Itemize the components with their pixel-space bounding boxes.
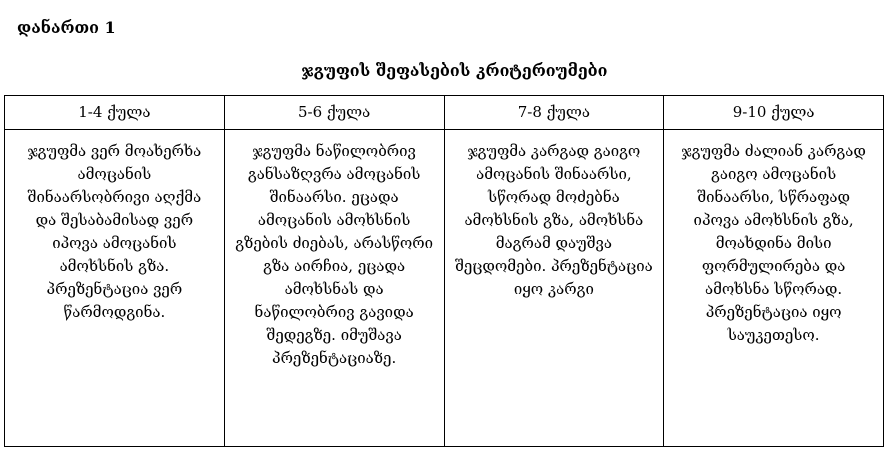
criteria-cell-9-10: ჯგუფმა ძალიან კარგად გაიგო ამოცანის შინაარსი, სწრაფად იპოვა ამოხსნის გზა, მოახდინა მისი ფორმულირება და ამოხსნა სწორად. პრეზენტაცია იყო საუკეთესო. bbox=[664, 130, 884, 447]
page-title: ჯგუფის შეფასების კრიტერიუმები bbox=[301, 61, 608, 80]
header-score-7-8: 7-8 ქულა bbox=[444, 96, 664, 130]
header-row bbox=[5, 96, 884, 130]
criteria-table-body bbox=[5, 130, 884, 447]
annex-label: დანართი 1 bbox=[17, 18, 116, 37]
header-score-1-4: 1-4 ქულა bbox=[5, 96, 225, 130]
criteria-cell-5-6: ჯგუფმა ნაწილობრივ განსაზღვრა ამოცანის შინაარსი. ეცადა ამოცანის ამოხსნის გზების ძიებას, არასწორი გზა აირჩია, ეცადა ამოხსნას და ნაწილობრივ გავიდა შედეგზე. იმუშავა პრეზენტაციაზე. bbox=[224, 130, 444, 447]
criteria-table-header bbox=[5, 96, 884, 130]
header-score-9-10: 9-10 ქულა bbox=[664, 96, 884, 130]
criteria-cell-1-4: ჯგუფმა ვერ მოახერხა ამოცანის შინაარსობრივი აღქმა და შესაბამისად ვერ იპოვა ამოცანის ამოხსნის გზა. პრეზენტაცია ვერ წარმოდგინა. bbox=[5, 130, 225, 447]
criteria-table bbox=[4, 95, 884, 447]
header-score-5-6: 5-6 ქულა bbox=[224, 96, 444, 130]
table-row bbox=[5, 130, 884, 447]
criteria-cell-7-8: ჯგუფმა კარგად გაიგო ამოცანის შინაარსი, სწორად მოძებნა ამოხსნის გზა, ამოხსნა მაგრამ დაუშვა შეცდომები. პრეზენტაცია იყო კარგი bbox=[444, 130, 664, 447]
